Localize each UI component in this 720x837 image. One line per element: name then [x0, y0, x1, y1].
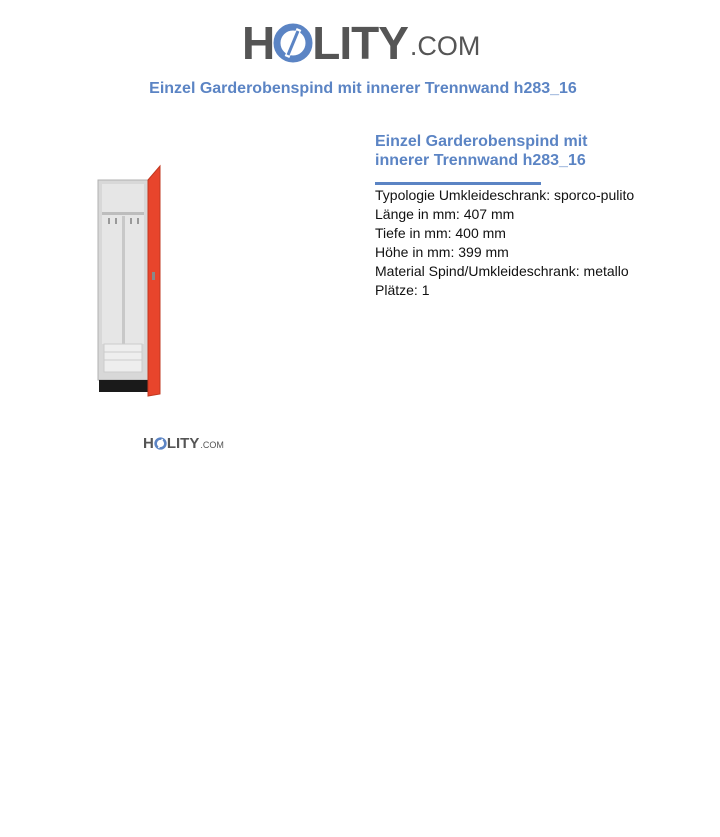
logo-small-tld: .COM [200, 440, 224, 450]
spec-item: Typologie Umkleideschrank: sporco-pulito [375, 187, 635, 203]
spec-item: Höhe in mm: 399 mm [375, 244, 509, 260]
holity-logo[interactable] [242, 12, 481, 69]
spec-list [375, 186, 634, 300]
logo-small-wordmark: H LITY [143, 435, 200, 452]
spec-item: Material Spind/Umkleideschrank: metallo [375, 263, 629, 279]
logo-tld: .COM [409, 31, 481, 61]
spec-item: Länge in mm: 407 mm [375, 206, 515, 222]
spec-item: Plätze: 1 [375, 282, 430, 298]
product-title [375, 132, 675, 170]
product-title-line2: innerer Trennwand h283_16 [375, 152, 586, 169]
holity-logo-small [143, 436, 224, 451]
logo-wordmark: H LITY [242, 17, 408, 69]
logo-small-o-icon [154, 437, 167, 450]
spec-item: Tiefe in mm: 400 mm [375, 225, 506, 241]
title-divider [375, 182, 541, 185]
logo-o-icon [273, 23, 313, 63]
locker-image [90, 160, 170, 400]
product-title-line1: Einzel Garderobenspind mit [375, 133, 588, 150]
page-title: Einzel Garderobenspind mit innerer Trennwand h283_16 [149, 80, 577, 97]
